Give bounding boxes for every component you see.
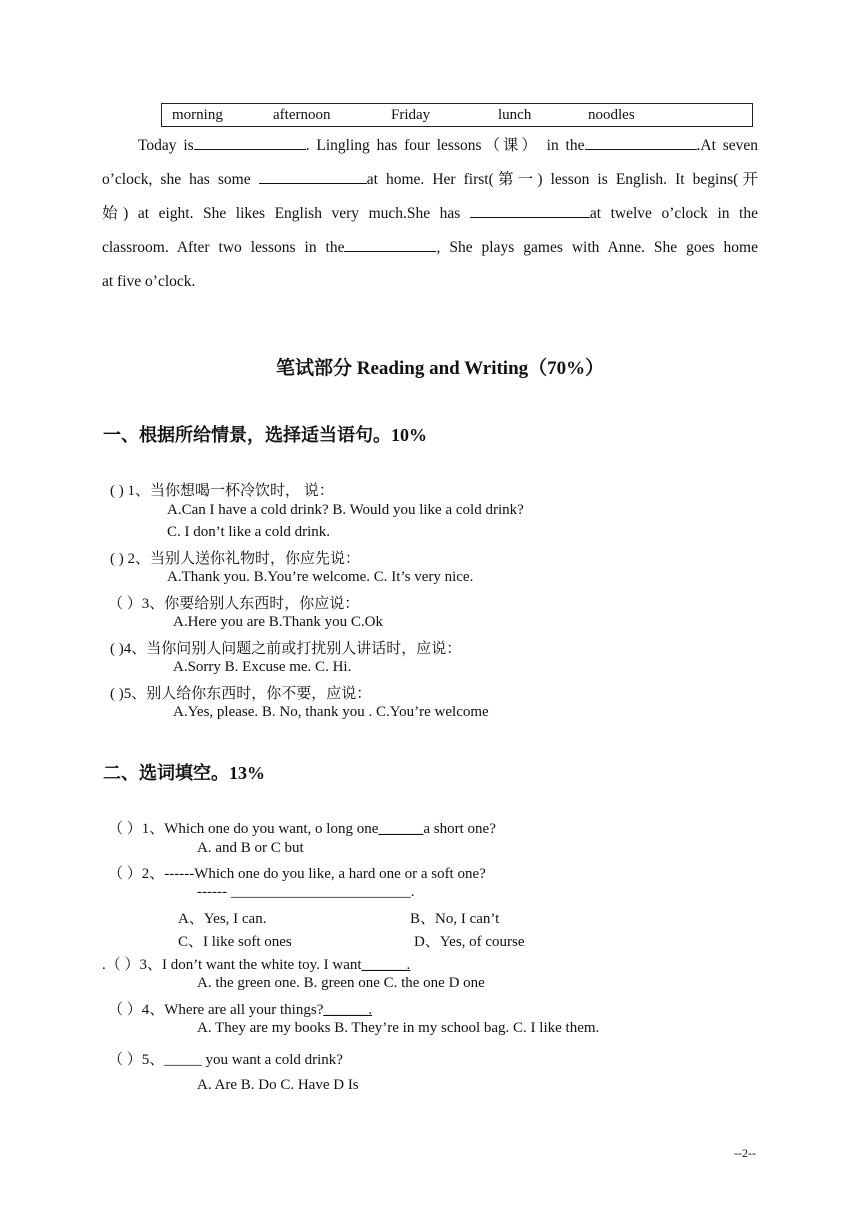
cloze-passage — [102, 129, 758, 299]
word-box-item: afternoon — [273, 107, 331, 123]
word-box — [161, 103, 753, 127]
question-options: A. the green one. B. green one C. the one D one — [197, 975, 485, 991]
answer-line: ------ ________________________. — [197, 884, 415, 900]
word-box-item: lunch — [498, 107, 532, 123]
blank-line[interactable] — [344, 235, 436, 252]
question-options: A.Can I have a cold drink? B. Would you like a cold drink? — [167, 502, 524, 518]
question-text: （ ）1、Which one do you want, o long one______a short one? — [108, 821, 496, 837]
question-options: A.Yes, please. B. No, thank you . C.You’re welcome — [173, 704, 489, 720]
word-box-item: morning — [172, 107, 223, 123]
question-text: ( ) 2、当别人送你礼物时，你应先说： — [110, 551, 360, 567]
blank-line[interactable] — [259, 167, 367, 184]
question-text: ( )4、当你问别人问题之前或打扰别人讲话时，应说： — [110, 641, 462, 657]
part1-heading: 一、根据所给情景，选择适当语句。10% — [103, 425, 427, 445]
question-options: B、No, I can’t — [410, 911, 500, 927]
question-options: C. I don’t like a cold drink. — [167, 524, 331, 540]
question-text: （ ）4、Where are all your things?______. — [108, 1002, 373, 1018]
question-options: A. and B or C but — [197, 840, 304, 856]
question-text: .（ ）3、I don’t want the white toy. I want______. — [102, 957, 411, 973]
passage-line: at five o’clock. — [102, 273, 196, 290]
question-text: （ ）2、------Which one do you like, a hard one or a soft one? — [108, 866, 486, 882]
section-title: 笔试部分 Reading and Writing（70%） — [276, 358, 605, 379]
question-text: （ ）5、_____ you want a cold drink? — [108, 1052, 343, 1068]
word-box-item: noodles — [588, 107, 635, 123]
question-options: A. Are B. Do C. Have D Is — [197, 1077, 359, 1093]
question-options: A. They are my books B. They’re in my school bag. C. I like them. — [197, 1020, 600, 1036]
blank-line[interactable] — [585, 133, 697, 150]
passage-line: 始) at eight. She likes English very much.She has at twelve o’clock in the — [102, 197, 758, 231]
question-options: A、Yes, I can. — [178, 911, 267, 927]
question-options: C、I like soft ones — [178, 934, 292, 950]
question-options: A.Here you are B.Thank you C.Ok — [173, 614, 383, 630]
passage-line: classroom. After two lessons in the , She plays games with Anne. She goes home — [102, 231, 758, 265]
part2-heading: 二、选词填空。13% — [103, 763, 265, 783]
blank-line[interactable] — [194, 133, 306, 150]
question-options: A.Thank you. B.You’re welcome. C. It’s very nice. — [167, 569, 474, 585]
blank-line[interactable] — [470, 201, 590, 218]
passage-line: Today is . Lingling has four lessons（课） in the .At seven — [102, 129, 758, 163]
page-number: --2-- — [734, 1146, 756, 1160]
question-options: D、Yes, of course — [414, 934, 525, 950]
question-options: A.Sorry B. Excuse me. C. Hi. — [173, 659, 352, 675]
passage-line: o’clock, she has some at home. Her first(第一) lesson is English. It begins(开 — [102, 163, 758, 197]
word-box-item: Friday — [391, 107, 431, 123]
question-text: ( )5、别人给你东西时，你不要，应说： — [110, 686, 372, 702]
question-text: （ ）3、你要给别人东西时，你应说： — [108, 596, 360, 612]
question-text: ( ) 1、当你想喝一杯冷饮时， 说： — [110, 483, 334, 499]
